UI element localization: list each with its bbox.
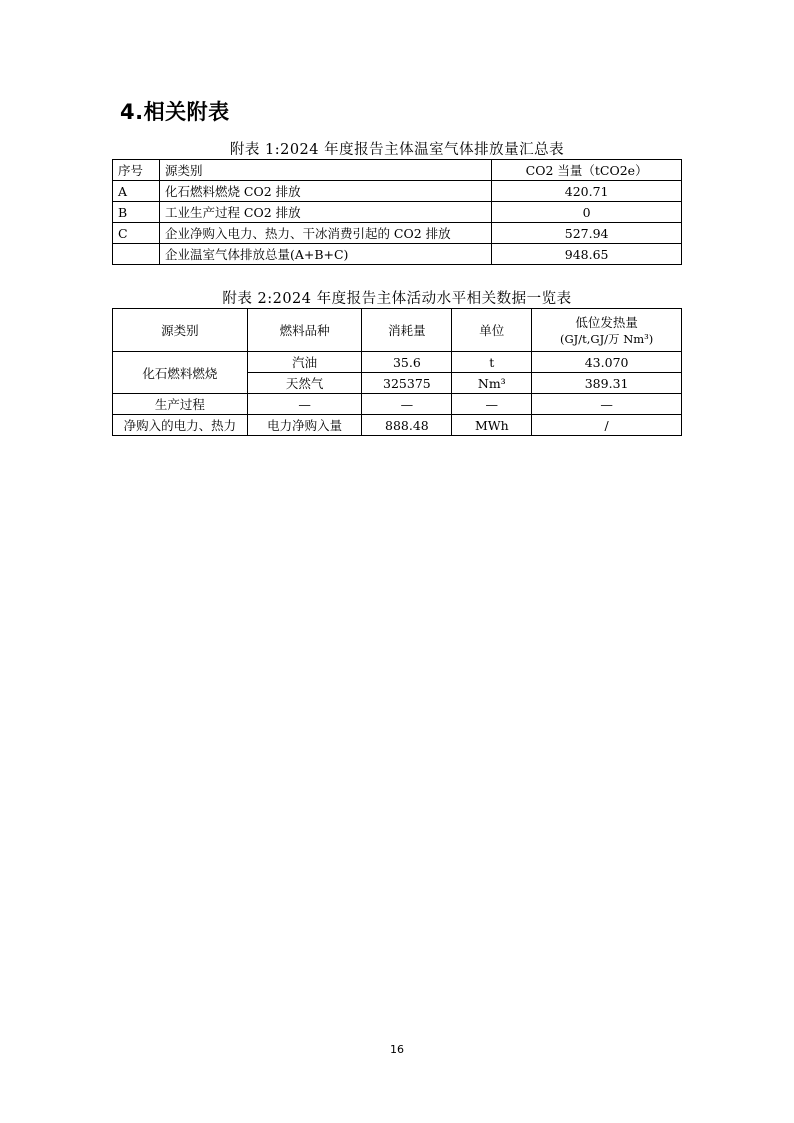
- table-cell: 化石燃料燃烧: [113, 352, 248, 394]
- table-row: [113, 223, 682, 244]
- table-cell: Nm³: [452, 373, 532, 394]
- table-cell: 净购入的电力、热力: [113, 415, 248, 436]
- table-header-row: [113, 309, 682, 352]
- table-row: [113, 415, 682, 436]
- table-cell: 35.6: [362, 352, 452, 373]
- table-cell: 0: [492, 202, 682, 223]
- table-cell: 企业温室气体排放总量(A+B+C): [159, 244, 491, 265]
- table-row: [113, 202, 682, 223]
- table-cell: —: [532, 394, 682, 415]
- table-cell: C: [113, 223, 160, 244]
- table-cell: 420.71: [492, 181, 682, 202]
- header-cell: [532, 309, 682, 352]
- table2-caption: 附表 2:2024 年度报告主体活动水平相关数据一览表: [222, 291, 572, 307]
- header-line: 低位发热量: [575, 315, 638, 330]
- table-row: [113, 244, 682, 265]
- table-cell: 389.31: [532, 373, 682, 394]
- table-cell: 汽油: [247, 352, 362, 373]
- header-cell: 单位: [452, 309, 532, 352]
- table-cell: B: [113, 202, 160, 223]
- table-cell: 工业生产过程 CO2 排放: [159, 202, 491, 223]
- table-row: [113, 181, 682, 202]
- table-cell: t: [452, 352, 532, 373]
- table-cell: —: [452, 394, 532, 415]
- table-cell: 325375: [362, 373, 452, 394]
- table-cell: MWh: [452, 415, 532, 436]
- table-cell: 企业净购入电力、热力、干冰消费引起的 CO2 排放: [159, 223, 491, 244]
- header-cell: 燃料品种: [247, 309, 362, 352]
- table-row: [113, 394, 682, 415]
- table-cell: 948.65: [492, 244, 682, 265]
- table-cell: /: [532, 415, 682, 436]
- activity-data-table: [112, 308, 682, 436]
- table-cell: 电力净购入量: [247, 415, 362, 436]
- table-cell: 527.94: [492, 223, 682, 244]
- page-number: 16: [390, 1043, 404, 1056]
- header-cell: CO2 当量（tCO2e）: [492, 160, 682, 181]
- table-cell: [113, 244, 160, 265]
- table-row: [113, 352, 682, 373]
- header-cell: 消耗量: [362, 309, 452, 352]
- table-cell: 43.070: [532, 352, 682, 373]
- table1-caption: 附表 1:2024 年度报告主体温室气体排放量汇总表: [229, 142, 565, 158]
- table-cell: A: [113, 181, 160, 202]
- table-cell: —: [362, 394, 452, 415]
- table-cell: 生产过程: [113, 394, 248, 415]
- header-cell: 源类别: [113, 309, 248, 352]
- table-cell: 888.48: [362, 415, 452, 436]
- header-cell: 序号: [113, 160, 160, 181]
- table-header-row: [113, 160, 682, 181]
- table-cell: 天然气: [247, 373, 362, 394]
- header-cell: 源类别: [159, 160, 491, 181]
- emissions-summary-table: [112, 159, 682, 265]
- section-heading: 4.相关附表: [120, 100, 230, 124]
- table-cell: 化石燃料燃烧 CO2 排放: [159, 181, 491, 202]
- table-cell: —: [247, 394, 362, 415]
- header-line: (GJ/t,GJ/万 Nm³): [559, 332, 654, 346]
